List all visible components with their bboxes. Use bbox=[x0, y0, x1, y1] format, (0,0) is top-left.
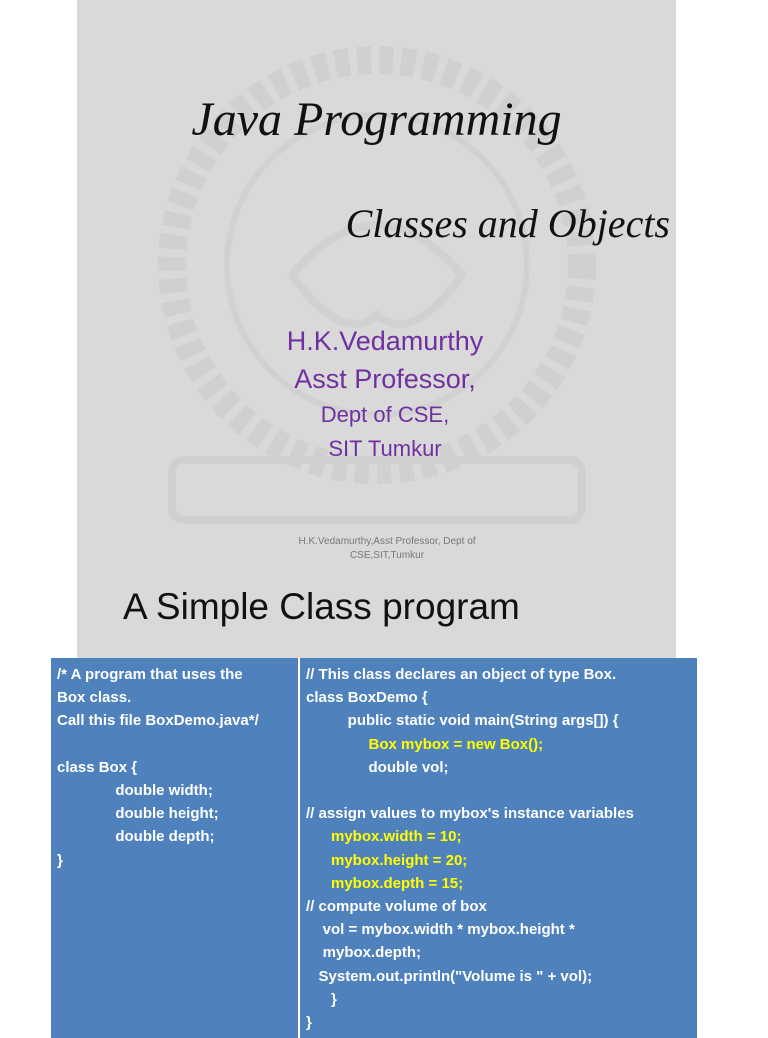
code-line: Call this file BoxDemo.java*/ bbox=[57, 712, 259, 730]
highlighted-code-line: Box mybox = new Box(); bbox=[306, 735, 544, 753]
title-slide bbox=[77, 0, 676, 658]
code-line: public static void main(String args[]) { bbox=[306, 712, 619, 730]
slide-footer bbox=[267, 535, 507, 563]
code-line: } bbox=[306, 1014, 312, 1032]
code-line: class BoxDemo { bbox=[306, 689, 428, 707]
code-line: double depth; bbox=[57, 828, 215, 846]
code-line: } bbox=[57, 851, 63, 869]
code-line: double height; bbox=[57, 805, 219, 823]
code-line: /* A program that uses the bbox=[57, 666, 243, 683]
highlighted-code-line: mybox.width = 10; bbox=[306, 828, 462, 846]
author-institute: SIT Tumkur bbox=[328, 436, 442, 461]
code-line: mybox.depth; bbox=[306, 944, 422, 962]
code-line: class Box { bbox=[57, 758, 138, 776]
footer-line: CSE,SIT,Tumkur bbox=[349, 550, 425, 561]
box-class-code bbox=[51, 658, 300, 1038]
code-line: double width; bbox=[57, 782, 213, 800]
code-line: Box class. bbox=[57, 689, 132, 707]
code-line: vol = mybox.width * mybox.height * bbox=[306, 921, 575, 939]
slide2-title: A Simple Class program bbox=[123, 586, 520, 627]
code-line: // assign values to mybox's instance variables bbox=[306, 805, 634, 823]
code-table bbox=[51, 658, 697, 1038]
footer-line: H.K.Vedamurthy,Asst Professor, Dept of bbox=[298, 536, 476, 547]
code-line: // This class declares an object of type Box. bbox=[306, 666, 617, 683]
boxdemo-class-code bbox=[300, 658, 697, 1038]
highlighted-code-line: mybox.depth = 15; bbox=[306, 874, 464, 892]
code-line bbox=[306, 779, 691, 802]
code-line: System.out.println("Volume is " + vol); bbox=[306, 967, 593, 985]
author-name: H.K.Vedamurthy bbox=[286, 326, 484, 356]
presentation-title: Java Programming bbox=[191, 93, 562, 146]
author-position: Asst Professor, bbox=[294, 364, 476, 394]
author-dept: Dept of CSE, bbox=[320, 402, 450, 427]
code-line: // compute volume of box bbox=[306, 898, 487, 916]
presentation-subtitle: Classes and Objects bbox=[345, 201, 670, 246]
code-line bbox=[57, 733, 292, 756]
code-line: } bbox=[306, 990, 337, 1008]
code-line: double vol; bbox=[306, 758, 449, 776]
highlighted-code-line: mybox.height = 20; bbox=[306, 851, 468, 869]
